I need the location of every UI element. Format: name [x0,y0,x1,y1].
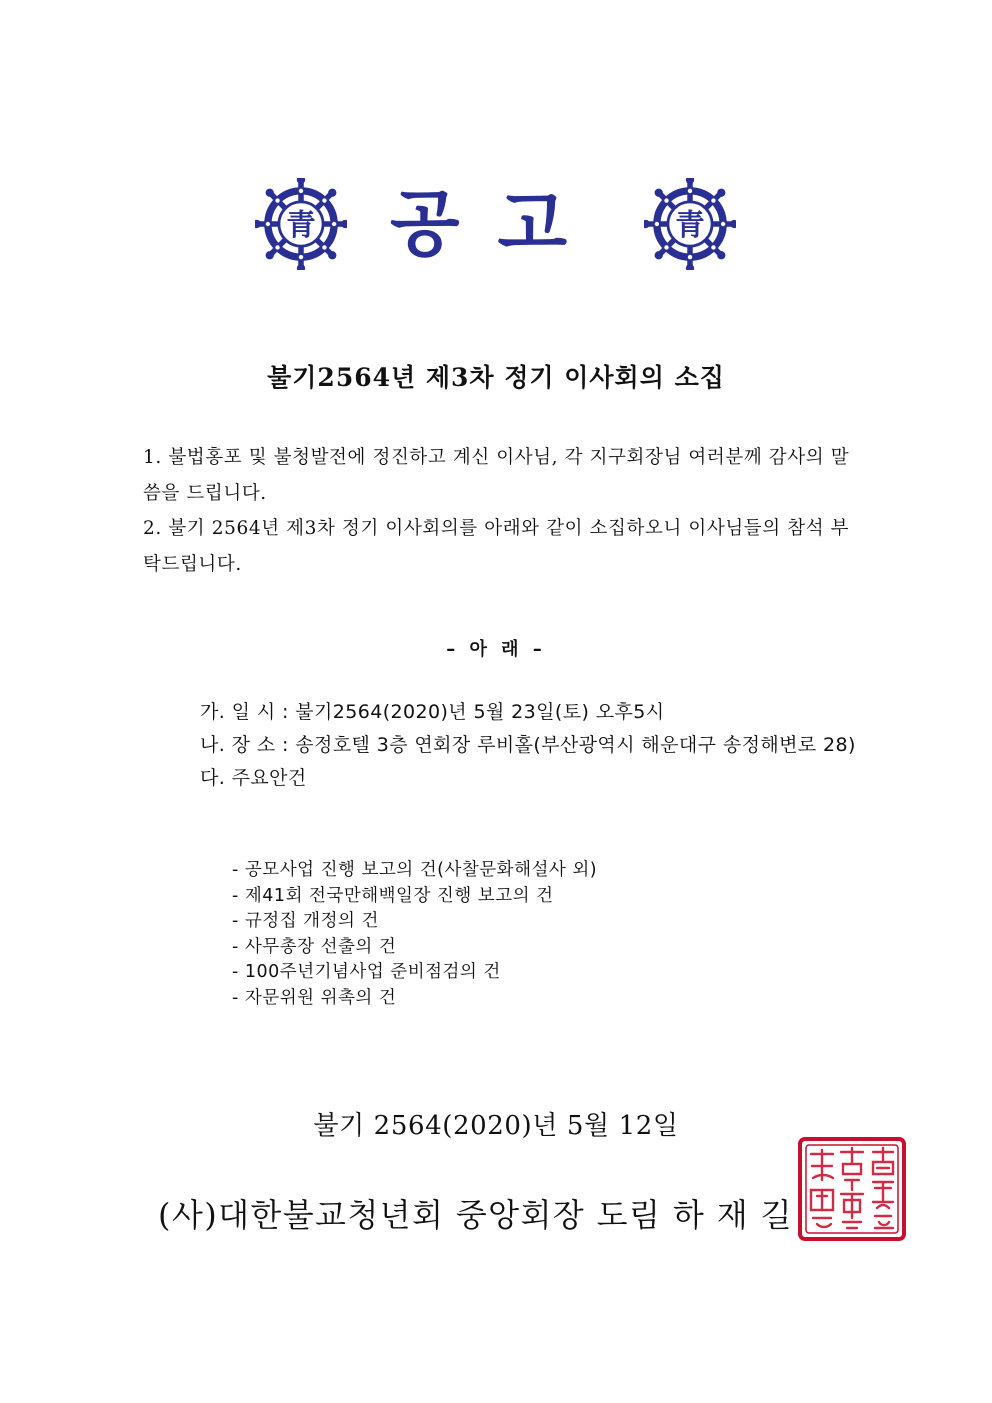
red-official-seal-icon [797,1136,907,1242]
notice-header [250,178,742,318]
agenda-list [232,858,832,1011]
document-title: 불기2564년 제3차 정기 이사회의 소집 [267,363,725,392]
emblem-character: 青 [675,208,705,243]
paragraph-2: 2. 불기 2564년 제3차 정기 이사회의를 아래와 같이 소집하오니 이사님들의 참석 부탁드립니다. [143,518,850,575]
agenda-item: - 규정집 개정의 건 [232,909,832,935]
paragraph-1: 1. 불법홍포 및 불청발전에 정진하고 계신 이사님, 각 지구회장님 여러분께 감사의 말씀을 드립니다. [143,447,850,504]
agenda-item: - 제41회 전국만해백일장 진행 보고의 건 [232,884,832,910]
notice-body [143,440,853,582]
agenda-item: - 사무총장 선출의 건 [232,935,832,961]
emblem-character: 青 [286,208,316,243]
meeting-datetime: 가. 일 시 : 불기2564(2020)년 5월 23일(토) 오후5시 [200,701,665,723]
signature-line: (사)대한불교청년회 중앙회장 도림 하 재 길 [158,1196,793,1234]
section-heading-below: – 아 래 – [446,639,546,660]
agenda-item: - 자문위원 위촉의 건 [232,986,832,1012]
issue-date: 불기 2564(2020)년 5월 12일 [313,1111,679,1141]
dharma-wheel-emblem-icon [255,178,347,270]
meeting-location: 나. 장 소 : 송정호텔 3층 연회장 루비홀(부산광역시 해운대구 송정해변로 28) [200,734,856,756]
notice-header-title: 공고 [390,182,606,266]
dharma-wheel-emblem-icon [644,178,736,270]
meeting-details [200,696,860,795]
agenda-item: - 100주년기념사업 준비점검의 건 [232,960,832,986]
agenda-label: 다. 주요안건 [200,767,307,789]
agenda-item: - 공모사업 진행 보고의 건(사찰문화해설사 외) [232,858,832,884]
